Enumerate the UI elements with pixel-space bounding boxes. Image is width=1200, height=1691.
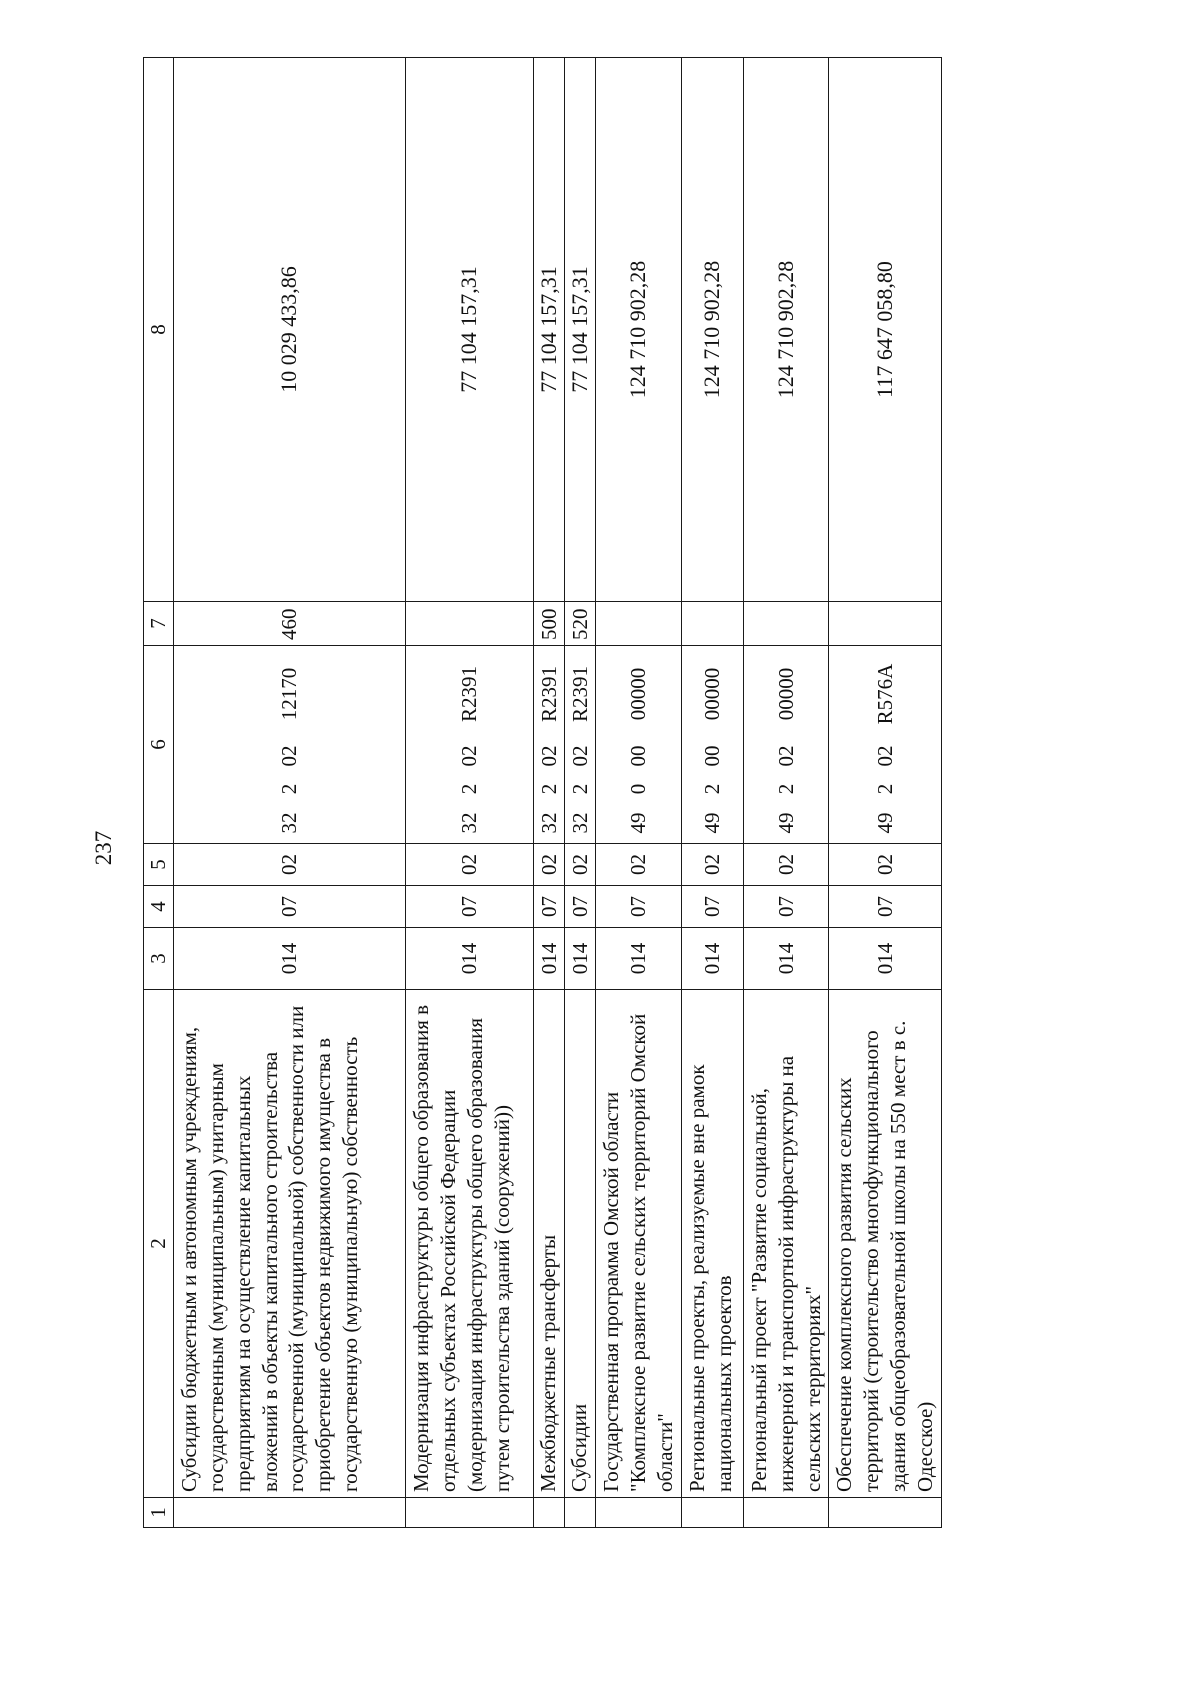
target-article-part: 02 — [456, 745, 481, 767]
target-article-part: 32 — [276, 812, 301, 834]
section-cell: 07 — [596, 886, 682, 928]
target-article-part: 2 — [456, 783, 481, 795]
row-number-cell — [173, 1498, 405, 1528]
expense-type-cell — [596, 602, 682, 646]
target-article-part: 49 — [699, 812, 724, 834]
code-cell: 014 — [173, 928, 405, 990]
target-article-part: 2 — [276, 783, 301, 795]
amount-cell: 124 710 902,28 — [681, 58, 743, 602]
target-article-cell — [829, 646, 942, 844]
target-article-cell — [533, 646, 564, 844]
target-article-part: 2 — [773, 783, 798, 795]
header-cell: 8 — [144, 58, 174, 602]
amount-cell: 77 104 157,31 — [533, 58, 564, 602]
target-article-part: 2 — [536, 783, 561, 795]
subsection-cell: 02 — [173, 844, 405, 886]
target-article-part: 02 — [872, 745, 897, 767]
header-cell: 3 — [144, 928, 174, 990]
target-article-part: 49 — [872, 812, 897, 834]
row-number-cell — [533, 1498, 564, 1528]
subsection-cell: 02 — [596, 844, 682, 886]
code-cell: 014 — [533, 928, 564, 990]
page-number: 237 — [91, 830, 116, 866]
table-row — [829, 58, 942, 1528]
target-article-part: 49 — [626, 812, 651, 834]
expense-type-cell: 500 — [533, 602, 564, 646]
expense-type-cell: 460 — [173, 602, 405, 646]
target-article-part: 00000 — [699, 667, 724, 721]
target-article-part: 49 — [773, 812, 798, 834]
target-article-cell — [565, 646, 596, 844]
target-article-part: 02 — [276, 745, 301, 767]
target-article-part: R2391 — [536, 666, 561, 723]
target-article-part: 00000 — [773, 667, 798, 721]
section-cell: 07 — [173, 886, 405, 928]
description-cell: Субсидии бюджетным и автономным учреждениям, государственным (муниципальным) унитарным предприятиям на осуществление капитальных вложений в объекты капитального строительства государственной (муниципальной) собственности или приобретение объектов недвижимого имущества в государственную (муниципальную) собственность — [173, 990, 405, 1498]
rotated-page — [143, 58, 1120, 1528]
description-cell: Обеспечение комплексного развития сельских территорий (строительство многофункционального здания общеобразовательной школы на 550 мест в с. Одесское) — [829, 990, 942, 1498]
section-cell: 07 — [533, 886, 564, 928]
header-cell: 5 — [144, 844, 174, 886]
amount-cell: 77 104 157,31 — [565, 58, 596, 602]
description-cell: Государственная программа Омской области "Комплексное развитие сельских территорий Омской области" — [596, 990, 682, 1498]
target-article-part: 00 — [699, 745, 724, 767]
description-cell: Региональный проект "Развитие социальной, инженерной и транспортной инфраструктуры на сельских территориях" — [743, 990, 829, 1498]
target-article-part: 0 — [626, 783, 651, 795]
target-article-cell — [405, 646, 533, 844]
section-cell: 07 — [565, 886, 596, 928]
target-article-part: 2 — [872, 783, 897, 795]
section-cell: 07 — [405, 886, 533, 928]
target-article-part: R2391 — [456, 666, 481, 723]
target-article-part: 00 — [626, 745, 651, 767]
table-row — [533, 58, 564, 1528]
amount-cell: 10 029 433,86 — [173, 58, 405, 602]
description-cell: Субсидии — [565, 990, 596, 1498]
expense-type-cell — [743, 602, 829, 646]
target-article-cell — [173, 646, 405, 844]
section-cell: 07 — [681, 886, 743, 928]
row-number-cell — [596, 1498, 682, 1528]
expense-type-cell — [681, 602, 743, 646]
code-cell: 014 — [565, 928, 596, 990]
row-number-cell — [681, 1498, 743, 1528]
subsection-cell: 02 — [405, 844, 533, 886]
target-article-part: R2391 — [567, 666, 592, 723]
budget-table — [143, 57, 942, 1528]
subsection-cell: 02 — [829, 844, 942, 886]
target-article-part: 02 — [536, 745, 561, 767]
amount-cell: 117 647 058,80 — [829, 58, 942, 602]
expense-type-cell: 520 — [565, 602, 596, 646]
row-number-cell — [405, 1498, 533, 1528]
target-article-part: R576A — [872, 663, 897, 725]
header-cell: 7 — [144, 602, 174, 646]
table-row — [596, 58, 682, 1528]
header-cell: 4 — [144, 886, 174, 928]
target-article-part: 32 — [536, 812, 561, 834]
target-article-part: 02 — [773, 745, 798, 767]
code-cell: 014 — [405, 928, 533, 990]
target-article-part: 12170 — [276, 667, 301, 721]
amount-cell: 77 104 157,31 — [405, 58, 533, 602]
target-article-part: 32 — [567, 812, 592, 834]
table-row — [405, 58, 533, 1528]
table-row — [173, 58, 405, 1528]
row-number-cell — [743, 1498, 829, 1528]
header-cell: 2 — [144, 990, 174, 1498]
subsection-cell: 02 — [681, 844, 743, 886]
row-number-cell — [565, 1498, 596, 1528]
subsection-cell: 02 — [533, 844, 564, 886]
description-cell: Межбюджетные трансферты — [533, 990, 564, 1498]
subsection-cell: 02 — [565, 844, 596, 886]
target-article-part: 32 — [456, 812, 481, 834]
target-article-part: 02 — [567, 745, 592, 767]
target-article-part: 2 — [699, 783, 724, 795]
description-cell: Модернизация инфраструктуры общего образования в отдельных субъектах Российской Федерации (модернизация инфраструктуры общего образования путем строительства зданий (сооружений)) — [405, 990, 533, 1498]
description-cell: Региональные проекты, реализуемые вне рамок национальных проектов — [681, 990, 743, 1498]
target-article-part: 00000 — [626, 667, 651, 721]
code-cell: 014 — [596, 928, 682, 990]
target-article-cell — [681, 646, 743, 844]
code-cell: 014 — [743, 928, 829, 990]
expense-type-cell — [405, 602, 533, 646]
code-cell: 014 — [829, 928, 942, 990]
table-row — [565, 58, 596, 1528]
table-row — [743, 58, 829, 1528]
header-cell: 6 — [144, 646, 174, 844]
header-row — [144, 58, 174, 1528]
row-number-cell — [829, 1498, 942, 1528]
expense-type-cell — [829, 602, 942, 646]
target-article-cell — [743, 646, 829, 844]
amount-cell: 124 710 902,28 — [743, 58, 829, 602]
code-cell: 014 — [681, 928, 743, 990]
table-row — [681, 58, 743, 1528]
target-article-part: 2 — [567, 783, 592, 795]
subsection-cell: 02 — [743, 844, 829, 886]
target-article-cell — [596, 646, 682, 844]
section-cell: 07 — [743, 886, 829, 928]
header-cell: 1 — [144, 1498, 174, 1528]
section-cell: 07 — [829, 886, 942, 928]
amount-cell: 124 710 902,28 — [596, 58, 682, 602]
